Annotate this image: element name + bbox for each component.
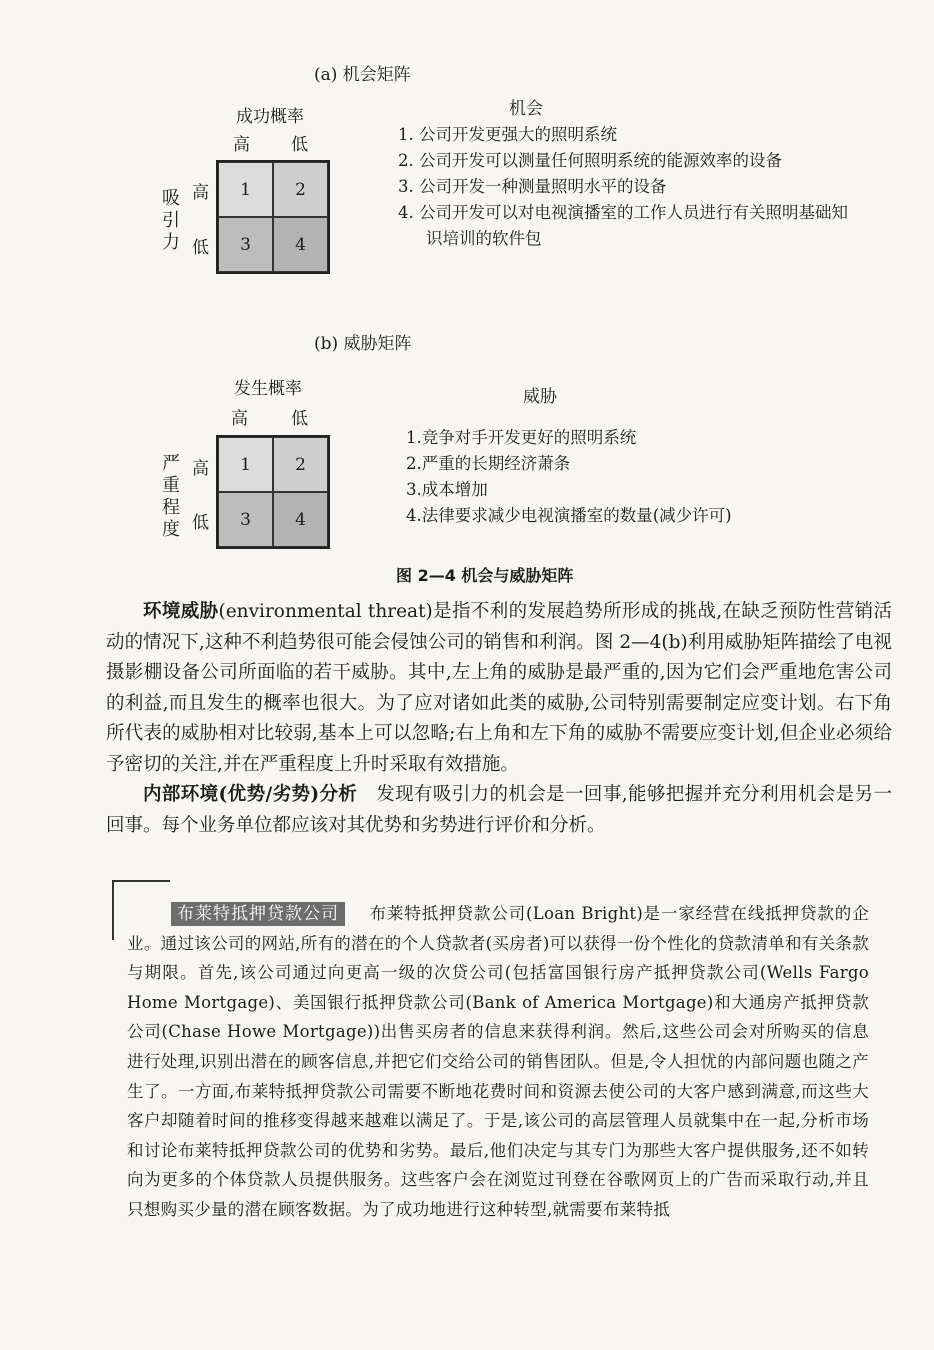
matrix-a-col-axis-label: 成功概率	[236, 107, 304, 127]
paragraph-text: (environmental threat)是指不利的发展趋势所形成的挑战,在缺乏预防性营销活动的情况下,这种不利趋势很可能会侵蚀公司的销售和利润。图 2—4(b)利用威胁矩阵描绘了电视摄影棚设备公司所面临的若干威胁。其中,左上角的威胁是最严重的,因为它们会严重地危害公司的利益,而且发生的概率也很大。为了应对诸如此类的威胁,公司特别需要制定应变计划。右下角所代表的威胁相对比较弱,基本上可以忽略;右上角和左下角的威胁不需要应变计划,但企业必须给予密切的关注,并在严重程度上升时采取有效措施。	[106, 601, 892, 775]
case-box	[127, 899, 869, 1225]
opportunity-list	[398, 122, 848, 252]
matrix-a-row-low: 低	[192, 238, 209, 258]
paragraph-text: 发现有吸引力的机会是一回事,能够把握并充分利用机会是另一回事。每个业务单位都应该对其优势和劣势进行评价和分析。	[106, 784, 892, 836]
matrix-a-cell-1: 1	[218, 162, 273, 217]
paragraph-environmental-threat	[106, 597, 892, 780]
matrix-b-row-high: 高	[192, 459, 209, 479]
matrix-a-row-axis-label: 吸引力	[162, 188, 180, 253]
matrix-b-cell-2: 2	[273, 437, 328, 492]
opportunity-item: 3. 公司开发一种测量照明水平的设备	[398, 177, 667, 196]
matrix-a-cell-4: 4	[273, 217, 328, 272]
matrix-a-cell-2: 2	[273, 162, 328, 217]
matrix-a-col-low: 低	[291, 135, 308, 155]
matrix-a-col-high: 高	[233, 135, 250, 155]
matrix-b-row-axis-label: 严重程度	[162, 453, 180, 540]
figure-caption: 图 2—4 机会与威胁矩阵	[396, 566, 574, 585]
paragraph-internal-analysis	[106, 780, 892, 841]
matrix-b-col-high: 高	[231, 409, 248, 429]
case-corner-left	[112, 880, 114, 940]
case-tag: 布莱特抵押贷款公司	[171, 902, 345, 926]
threat-item: 3.成本增加	[406, 480, 488, 499]
threat-matrix	[216, 435, 330, 549]
matrix-b-row-low: 低	[192, 513, 209, 533]
matrix-a-title: (a) 机会矩阵	[314, 65, 411, 85]
opportunity-list-title: 机会	[509, 99, 543, 119]
opportunity-matrix	[216, 160, 330, 274]
threat-item: 4.法律要求减少电视演播室的数量(减少许可)	[406, 506, 732, 525]
matrix-b-cell-1: 1	[218, 437, 273, 492]
opportunity-item: 4. 公司开发可以对电视演播室的工作人员进行有关照明基础知识培训的软件包	[398, 203, 848, 248]
matrix-b-col-low: 低	[291, 409, 308, 429]
matrix-b-cell-4: 4	[273, 492, 328, 547]
opportunity-item: 1. 公司开发更强大的照明系统	[398, 125, 617, 144]
threat-item: 2.严重的长期经济萧条	[406, 454, 571, 473]
term-environmental-threat: 环境威胁	[143, 601, 219, 622]
body-text	[106, 597, 892, 841]
term-internal-analysis: 内部环境(优势/劣势)分析	[143, 784, 358, 805]
matrix-b-title: (b) 威胁矩阵	[314, 334, 412, 354]
threat-list	[406, 425, 826, 529]
matrix-b-cell-3: 3	[218, 492, 273, 547]
matrix-a-row-high: 高	[192, 183, 209, 203]
case-corner-top	[112, 880, 170, 882]
case-text: 布莱特抵押贷款公司(Loan Bright)是一家经营在线抵押贷款的企业。通过该公司的网站,所有的潜在的个人贷款者(买房者)可以获得一份个性化的贷款清单和有关条款与期限。首先,该公司通过向更高一级的次贷公司(包括富国银行房产抵押贷款公司(Wells Fargo Home Mortgage)、美国银行抵押贷款公司(Bank of America Mortgage)和大通房产抵押贷款公司(Chase Howe Mortgage))出售买房者的信息来获得利润。然后,这些公司会对所购买的信息进行处理,识别出潜在的顾客信息,并把它们交给公司的销售团队。但是,令人担忧的内部问题也随之产生了。一方面,布莱特抵押贷款公司需要不断地花费时间和资源去使公司的大客户感到满意,而这些大客户却随着时间的推移变得越来越难以满足了。于是,该公司的高层管理人员就集中在一起,分析市场和讨论布莱特抵押贷款公司的优势和劣势。最后,他们决定与其专门为那些大客户提供服务,还不如转向为更多的个体贷款人员提供服务。这些客户会在浏览过刊登在谷歌网页上的广告而采取行动,并且只想购买少量的潜在顾客数据。为了成功地进行这种转型,就需要布莱特抵	[127, 904, 869, 1219]
threat-item: 1.竞争对手开发更好的照明系统	[406, 428, 637, 447]
opportunity-item: 2. 公司开发可以测量任何照明系统的能源效率的设备	[398, 151, 782, 170]
matrix-b-col-axis-label: 发生概率	[234, 379, 302, 399]
matrix-a-cell-3: 3	[218, 217, 273, 272]
threat-list-title: 威胁	[523, 387, 557, 407]
